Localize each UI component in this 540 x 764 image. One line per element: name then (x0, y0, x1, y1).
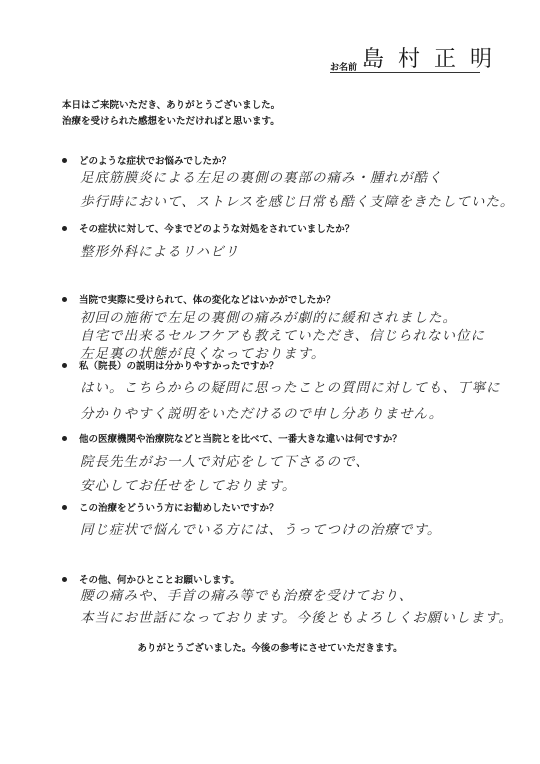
closing-text: ありがとうございました。今後の参考にさせていただきます。 (137, 643, 403, 654)
bullet-icon (62, 577, 67, 582)
answer-3-line-2: 自宅で出来るセルフケアも教えていただき、信じられない位に (80, 328, 486, 344)
answer-4-line-2: 分かりやすく説明をいただけるので申し分ありません。 (80, 406, 444, 422)
answer-5-line-2: 安心してお任せをしております。 (80, 478, 297, 494)
name-value: 島村正明 (362, 47, 507, 72)
answer-4-line-1: はい。こちらからの疑問に思ったことの質問に対しても、丁寧に (80, 380, 501, 396)
question-text: その他、何かひとことお願いします。 (79, 575, 240, 586)
bullet-icon (62, 436, 67, 441)
question-text: 他の医療機関や治療院などと当院とを比べて、一番大きな違いは何ですか？ (79, 434, 402, 445)
intro-line: 治療を受けられた感想をいただければと思います。 (62, 116, 280, 127)
answer-5-line-1: 院長先生がお一人で対応をして下さるので、 (80, 454, 370, 470)
answer-1-line-1: 足底筋膜炎による左足の裏側の裏部の痛み・腫れが酷く (80, 170, 443, 186)
name-area (330, 40, 507, 76)
question-4 (62, 358, 279, 372)
answer-1-line-2: 歩行時において、ストレスを感じ日常も酷く支障をきたしていた。 (80, 194, 515, 210)
answer-7-line-1: 腰の痛みや、手首の痛み等でも治療を受けており、 (80, 588, 414, 604)
question-text: この治療をどういう方にお勧めしたいですか？ (79, 503, 279, 514)
name-label: お名前 (330, 63, 358, 73)
name-underline (330, 72, 480, 73)
question-text: どのような症状でお悩みでしたか？ (79, 156, 232, 167)
bullet-icon (62, 363, 67, 368)
question-5 (62, 431, 402, 445)
answer-7-line-2: 本当にお世話になっております。今後ともよろしくお願いします。 (80, 610, 513, 626)
intro-line: 本日はご来院いただき、ありがとうございました。 (62, 100, 281, 111)
answer-3-line-3: 左足裏の状態が良くなっております。 (80, 346, 326, 362)
bullet-icon (62, 158, 67, 163)
question-3 (62, 292, 335, 306)
question-text: その症状に対して、今までどのような対処をされていましたか？ (79, 224, 355, 235)
answer-6-line-1: 同じ症状で悩んでいる方には、うってつけの治療です。 (80, 522, 442, 538)
question-text: 私（院長）の説明は分かりやすかったですか？ (79, 361, 279, 372)
bullet-icon (62, 297, 67, 302)
question-2 (62, 221, 354, 235)
question-6 (62, 500, 279, 514)
intro-text (62, 98, 280, 130)
bullet-icon (62, 226, 67, 231)
answer-3-line-1: 初回の施術で左足の裏側の痛みが劇的に緩和されました。 (80, 310, 457, 326)
question-text: 当院で実際に受けられて、体の変化などはいかがでしたか？ (79, 295, 336, 306)
bullet-icon (62, 505, 67, 510)
answer-2-line-1: 整形外科によるリハビリ (80, 244, 240, 260)
question-1 (62, 153, 231, 167)
